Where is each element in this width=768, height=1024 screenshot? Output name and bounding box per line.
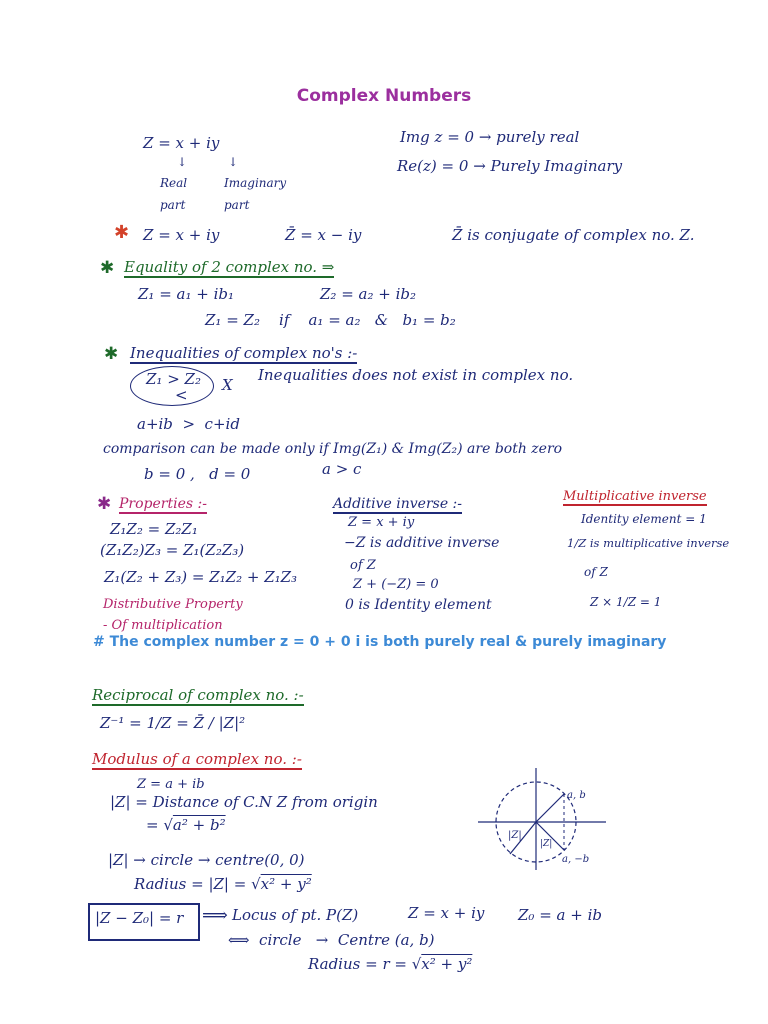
inequalities-conditions: b = 0 , d = 0 <box>144 465 251 483</box>
property-associative: (Z₁Z₂)Z₃ = Z₁(Z₂Z₃) <box>100 541 245 559</box>
distributive-label-1: Distributive Property <box>103 597 243 612</box>
inequalities-heading: Inequalities of complex no's :- <box>130 344 358 362</box>
multiplicative-inverse-heading: Multiplicative inverse <box>563 489 707 504</box>
property-commutative: Z₁Z₂ = Z₂Z₁ <box>110 520 198 538</box>
modulus-label-right: |Z| <box>540 839 553 849</box>
modulus-heading: Modulus of a complex no. :- <box>92 750 302 768</box>
reciprocal-formula: Z⁻¹ = 1/Z = Z̄ / |Z|² <box>100 714 246 732</box>
locus-z0: Z₀ = a + ib <box>518 906 602 924</box>
modulus-line-5: Radius = |Z| = √x² + y² <box>134 875 312 893</box>
inequalities-comparison: comparison can be made only if Img(Z₁) & Img(Z₂) are both zero <box>103 441 563 457</box>
property-distributive: Z₁(Z₂ + Z₃) = Z₁Z₂ + Z₁Z₃ <box>104 568 298 586</box>
circled-inequality-text: Z₁ > Z₂ <box>146 370 201 388</box>
additive-line-3: of Z <box>350 558 376 573</box>
reciprocal-heading: Reciprocal of complex no. :- <box>92 686 304 704</box>
additive-line-2: −Z is additive inverse <box>344 535 500 551</box>
radius-line-top <box>536 794 564 822</box>
point-label-bottom: a, −b <box>562 854 590 865</box>
multiplicative-line-4: Z × 1/Z = 1 <box>590 595 662 609</box>
purely-real-rule: Img z = 0 → purely real <box>400 128 580 146</box>
inequalities-example: a+ib > c+id <box>137 415 240 433</box>
equality-condition: Z₁ = Z₂ if a₁ = a₂ & b₁ = b₂ <box>205 311 456 329</box>
real-part-label: Real part <box>160 176 188 212</box>
star-icon: ✱ <box>114 222 130 243</box>
conjugate-note: Z̄ is conjugate of complex no. Z. <box>452 226 695 244</box>
modulus-label-left: |Z| <box>508 830 522 841</box>
multiplicative-line-1: Identity element = 1 <box>581 512 707 526</box>
locus-line-3: Radius = r = √x² + y² <box>308 955 473 973</box>
modulus-line-1: Z = a + ib <box>137 777 205 792</box>
modulus-line-2: |Z| = Distance of C.N Z from origin <box>110 793 378 811</box>
purely-imaginary-rule: Re(z) = 0 → Purely Imaginary <box>397 157 623 175</box>
circled-inequality-lt: < <box>175 386 188 404</box>
conjugate-zbar: Z̄ = x − iy <box>285 226 362 244</box>
multiplicative-line-3: of Z <box>584 565 608 579</box>
modulus-line-4: |Z| → circle → centre(0, 0) <box>108 851 305 869</box>
locus-boxed-equation: |Z − Z₀| = r <box>95 909 184 927</box>
locus-line-1: Locus of pt. P(Z) <box>232 906 359 924</box>
additive-inverse-heading: Additive inverse :- <box>333 496 463 512</box>
inequalities-statement: Inequalities does not exist in complex no. <box>258 366 574 384</box>
modulus-line-3: = √a² + b² <box>146 816 226 834</box>
equality-z1: Z₁ = a₁ + ib₁ <box>138 285 235 303</box>
star-icon: ✱ <box>104 344 119 364</box>
down-arrow-icon: ↓ <box>177 155 188 169</box>
equality-z2: Z₂ = a₂ + ib₂ <box>320 285 417 303</box>
star-icon: ✱ <box>97 494 112 514</box>
properties-heading: Properties :- <box>119 496 207 512</box>
additive-line-4: Z + (−Z) = 0 <box>353 577 439 592</box>
page-title: Complex Numbers <box>296 86 472 106</box>
cross-mark: X <box>222 376 233 394</box>
distributive-label-2: - Of multiplication <box>103 618 223 633</box>
point-label-top: a, b <box>567 790 586 801</box>
star-icon: ✱ <box>100 258 115 278</box>
locus-line-2: ⟺ circle → Centre (a, b) <box>228 931 435 949</box>
inequalities-result: a > c <box>322 460 362 478</box>
additive-line-1: Z = x + iy <box>348 515 415 530</box>
equality-heading: Equality of 2 complex no. ⇒ <box>124 258 335 276</box>
additive-line-5: 0 is Identity element <box>345 597 492 613</box>
conjugate-z: Z = x + iy <box>143 226 220 244</box>
implies-arrow-icon: ⟹ <box>202 905 228 926</box>
imaginary-part-label: Imaginary part <box>224 176 287 212</box>
zero-complex-note: # The complex number z = 0 + 0 i is both purely real & purely imaginary <box>93 634 667 650</box>
definition-formula: Z = x + iy <box>143 134 220 152</box>
multiplicative-line-2: 1/Z is multiplicative inverse <box>567 536 730 550</box>
locus-z: Z = x + iy <box>408 904 485 922</box>
down-arrow-icon: ↓ <box>228 155 239 169</box>
modulus-circle-diagram <box>470 764 615 874</box>
